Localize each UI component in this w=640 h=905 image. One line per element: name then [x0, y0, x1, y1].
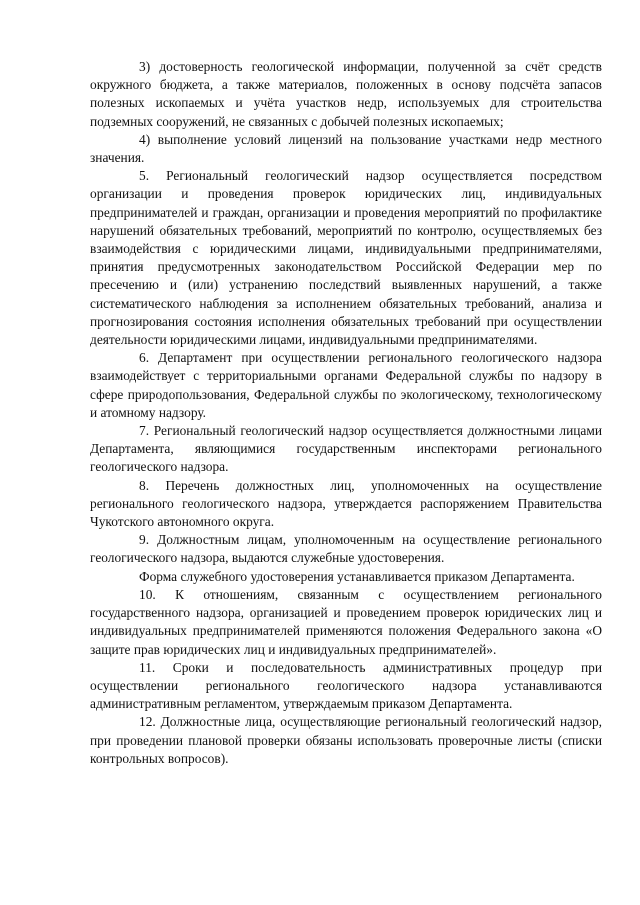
- document-page: [90, 58, 602, 768]
- paragraph-clause-12: 12. Должностные лица, осуществляющие региональный геологический надзор, при проведении плановой проверки обязаны использовать проверочные листы (списки контрольных вопросов).: [90, 714, 602, 766]
- paragraph-clause-10: 10. К отношениям, связанным с осуществлением регионального государственного надзора, организацией и проведением проверок юридических лиц и индивидуальных предпринимателей применяются положения Федерального закона «О защите прав юридических лиц и индивидуальных предпринимателей».: [90, 586, 602, 657]
- paragraph-clause-6: 6. Департамент при осуществлении регионального геологического надзора взаимодействует с территориальными органами Федеральной службы по надзору в сфере природопользования, Федеральной службы по экологическому, технологическому и атомному надзору.: [90, 350, 602, 420]
- paragraph-clause-8: 8. Перечень должностных лиц, уполномоченных на осуществление регионального геологического надзора, утверждается распоряжением Правительства Чукотского автономного округа.: [90, 477, 602, 530]
- paragraph-item-4: 4) выполнение условий лицензий на пользование участками недр местного значения.: [90, 131, 602, 166]
- paragraph-clause-11: 11. Сроки и последовательность административных процедур при осуществлении регионального геологического надзора устанавливаются административным регламентом, утверждаемым приказом Департамента.: [90, 659, 602, 712]
- paragraph-clause-7: 7. Региональный геологический надзор осуществляется должностными лицами Департамента, являющимися государственным инспекторами регионального геологического надзора.: [90, 423, 602, 475]
- paragraph-clause-9: 9. Должностным лицам, уполномоченным на осуществление регионального геологического надзора, выдаются служебные удостоверения.: [90, 532, 602, 566]
- paragraph-certificate-form: Форма служебного удостоверения устанавливается приказом Департамента.: [139, 568, 575, 584]
- paragraph-item-3: 3) достоверность геологической информации, полученной за счёт средств окружного бюджета, а также материалов, положенных в основу подсчёта запасов полезных ископаемых и учёта участков недр, используемых для строительства подземных сооружений, не связанных с добычей полезных ископаемых;: [90, 59, 602, 129]
- paragraph-clause-5: 5. Региональный геологический надзор осуществляется посредством организации и проведения проверок юридических лиц, индивидуальных предпринимателей и граждан, организации и проведения мероприятий по профилактике нарушений обязательных требований, мероприятий по контролю, осуществляемых без взаимодействия с юридическими лицами, индивидуальными предпринимателями, принятия предусмотренных законодательством Российской Федерации мер по пресечению и (или) устранению последствий выявленных нарушений, а также систематического наблюдения за исполнением обязательных требований, анализа и прогнозирования состояния исполнения обязательных требований при осуществлении деятельности юридическими лицами, индивидуальными предпринимателями.: [90, 168, 602, 348]
